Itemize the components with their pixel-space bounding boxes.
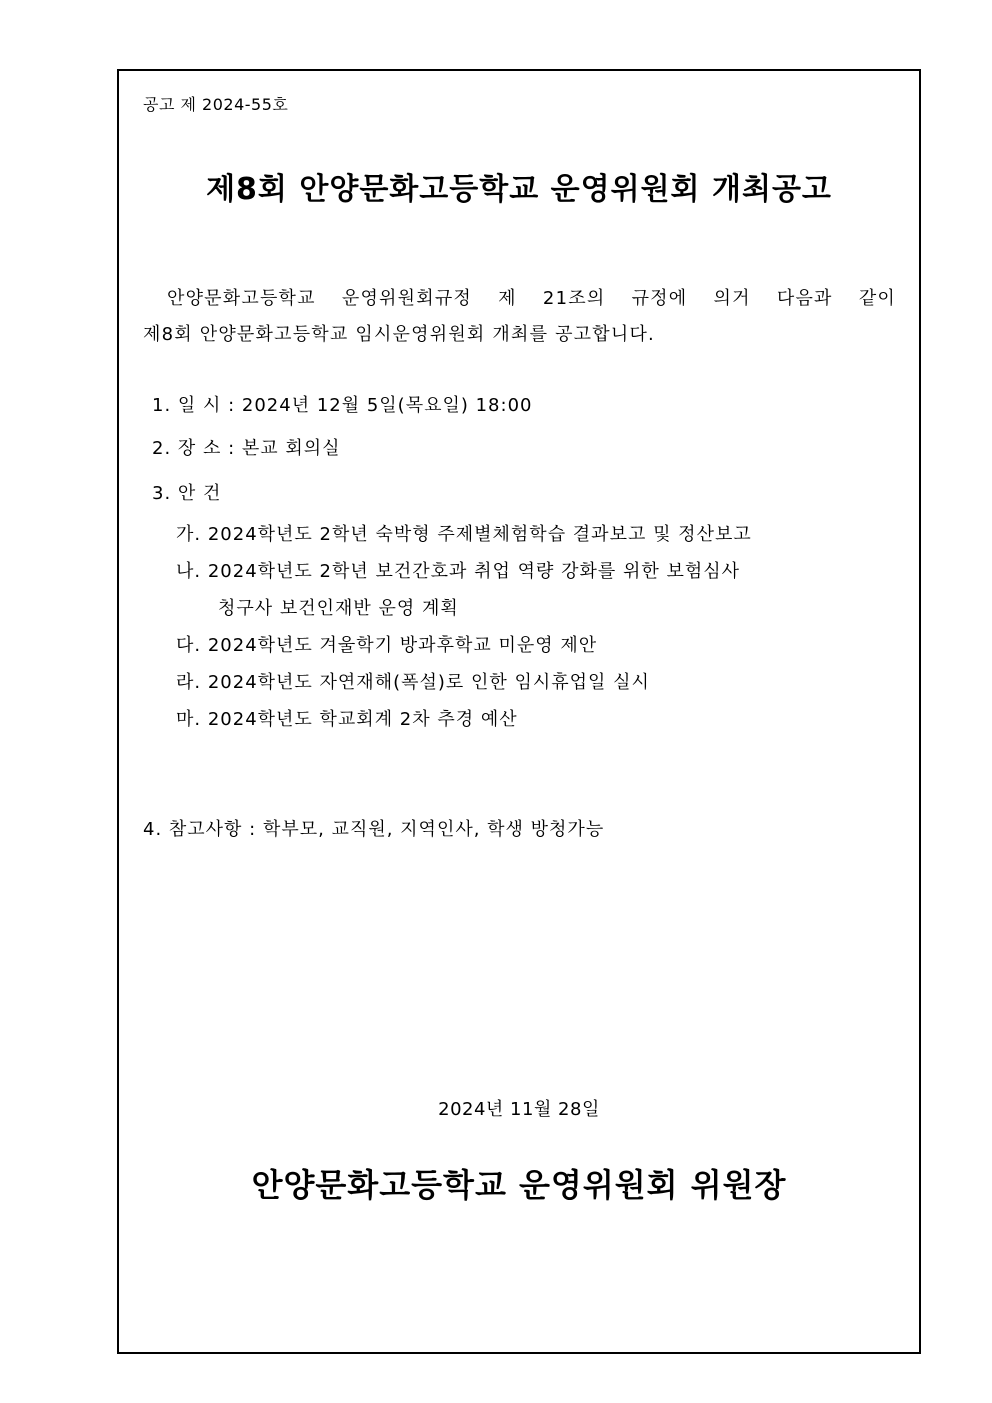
agenda-item-ga: 가. 2024학년도 2학년 숙박형 주제별체험학습 결과보고 및 정산보고 xyxy=(176,524,752,545)
document-title: 제8회 안양문화고등학교 운영위원회 개최공고 xyxy=(206,172,832,207)
signer-name: 안양문화고등학교 운영위원회 위원장 xyxy=(251,1166,787,1204)
item-place: 2. 장 소 : 본교 회의실 xyxy=(152,438,341,459)
item-agenda-heading: 3. 안 건 xyxy=(152,483,222,504)
announcement-date: 2024년 11월 28일 xyxy=(438,1099,600,1120)
intro-line-1: 안양문화고등학교 운영위원회규정 제 21조의 규정에 의거 다음과 같이 xyxy=(167,288,896,309)
agenda-item-na: 나. 2024학년도 2학년 보건간호과 취업 역량 강화를 위한 보험심사 xyxy=(176,561,741,582)
agenda-item-ma: 마. 2024학년도 학교회계 2차 추경 예산 xyxy=(176,709,518,730)
agenda-item-na-continued: 청구사 보건인재반 운영 계획 xyxy=(218,598,459,619)
notice-number: 공고 제 2024-55호 xyxy=(143,95,289,114)
intro-paragraph xyxy=(143,281,896,353)
agenda-item-ra: 라. 2024학년도 자연재해(폭설)로 인한 임시휴업일 실시 xyxy=(176,672,650,693)
agenda-item-da: 다. 2024학년도 겨울학기 방과후학교 미운영 제안 xyxy=(176,635,598,656)
item-reference: 4. 참고사항 : 학부모, 교직원, 지역인사, 학생 방청가능 xyxy=(143,819,605,840)
item-datetime: 1. 일 시 : 2024년 12월 5일(목요일) 18:00 xyxy=(152,395,533,416)
intro-line-2: 제8회 안양문화고등학교 임시운영위원회 개최를 공고합니다. xyxy=(143,324,655,345)
